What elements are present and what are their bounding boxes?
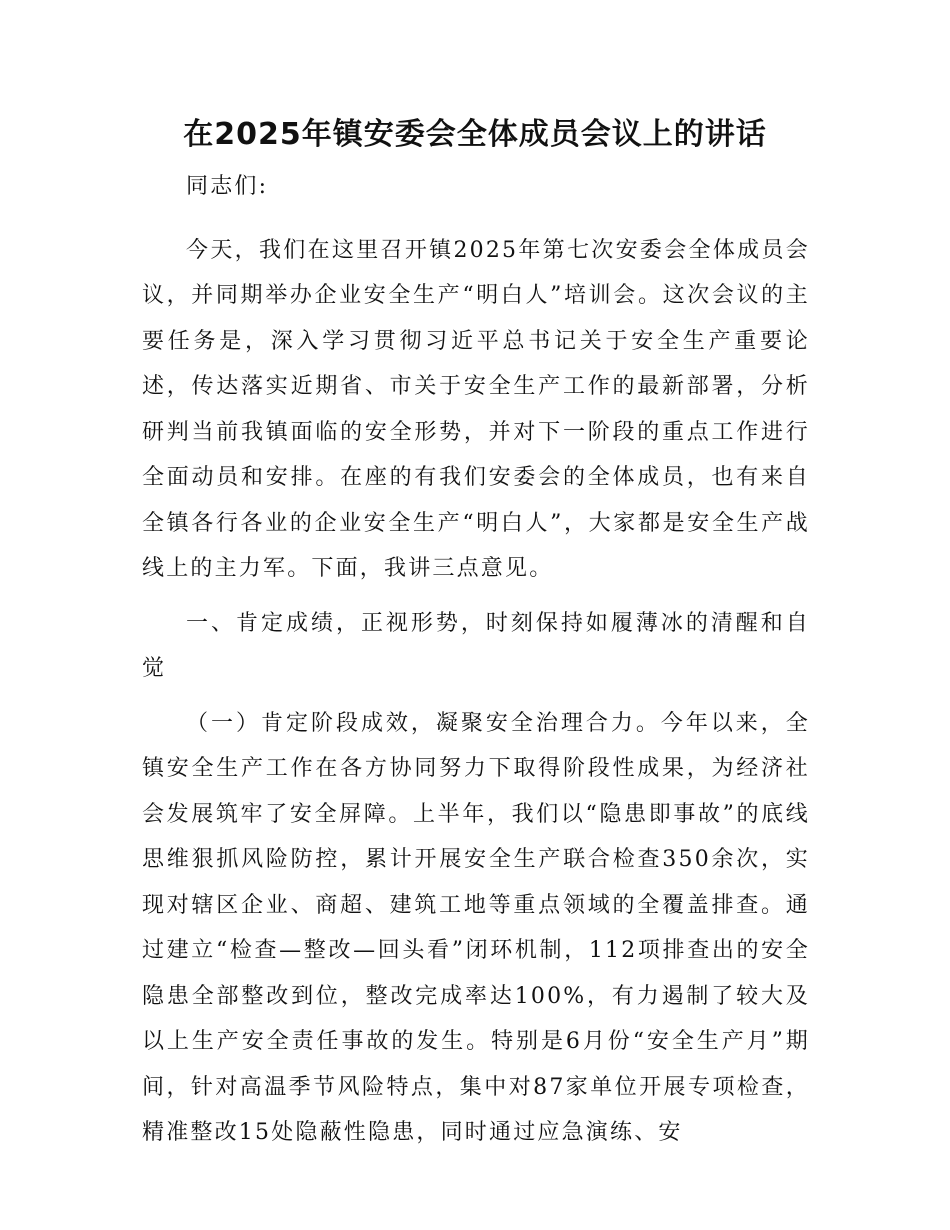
greeting: 同志们: xyxy=(186,174,269,199)
section-heading-1: 一、肯定成绩，正视形势，时刻保持如履薄冰的清醒和自觉 xyxy=(142,610,810,681)
page-title: 在2025年镇安委会全体成员会议上的讲话 xyxy=(183,117,767,152)
paragraph-intro: 今天，我们在这里召开镇2025年第七次安委会全体成员会议，并同期举办企业安全生产“明白人”培训会。这次会议的主要任务是，深入学习贯彻习近平总书记关于安全生产重要论述，传达落实近期省、市关于安全生产工作的最新部署，分析研判当前我镇面临的安全形势，并对下一阶段的重点工作进行全面动员和安排。在座的有我们安委会的全体成员，也有来自全镇各行各业的企业安全生产“明白人”，大家都是安全生产战线上的主力军。下面，我讲三点意见。 xyxy=(142,237,810,581)
document-body xyxy=(142,164,810,1165)
paragraph-achievements: （一）肯定阶段成效，凝聚安全治理合力。今年以来，全镇安全生产工作在各方协同努力下取得阶段性成果，为经济社会发展筑牢了安全屏障。上半年，我们以“隐患即事故”的底线思维狠抓风险防控，累计开展安全生产联合检查350余次，实现对辖区企业、商超、建筑工地等重点领域的全覆盖排查。通过建立“检查—整改—回头看”闭环机制，112项排查出的安全隐患全部整改到位，整改完成率达100%，有力遏制了较大及以上生产安全责任事故的发生。特别是6月份“安全生产月”期间，针对高温季节风险特点，集中对87家单位开展专项检查，精准整改15处隐蔽性隐患，同时通过应急演练、安 xyxy=(142,710,810,1145)
